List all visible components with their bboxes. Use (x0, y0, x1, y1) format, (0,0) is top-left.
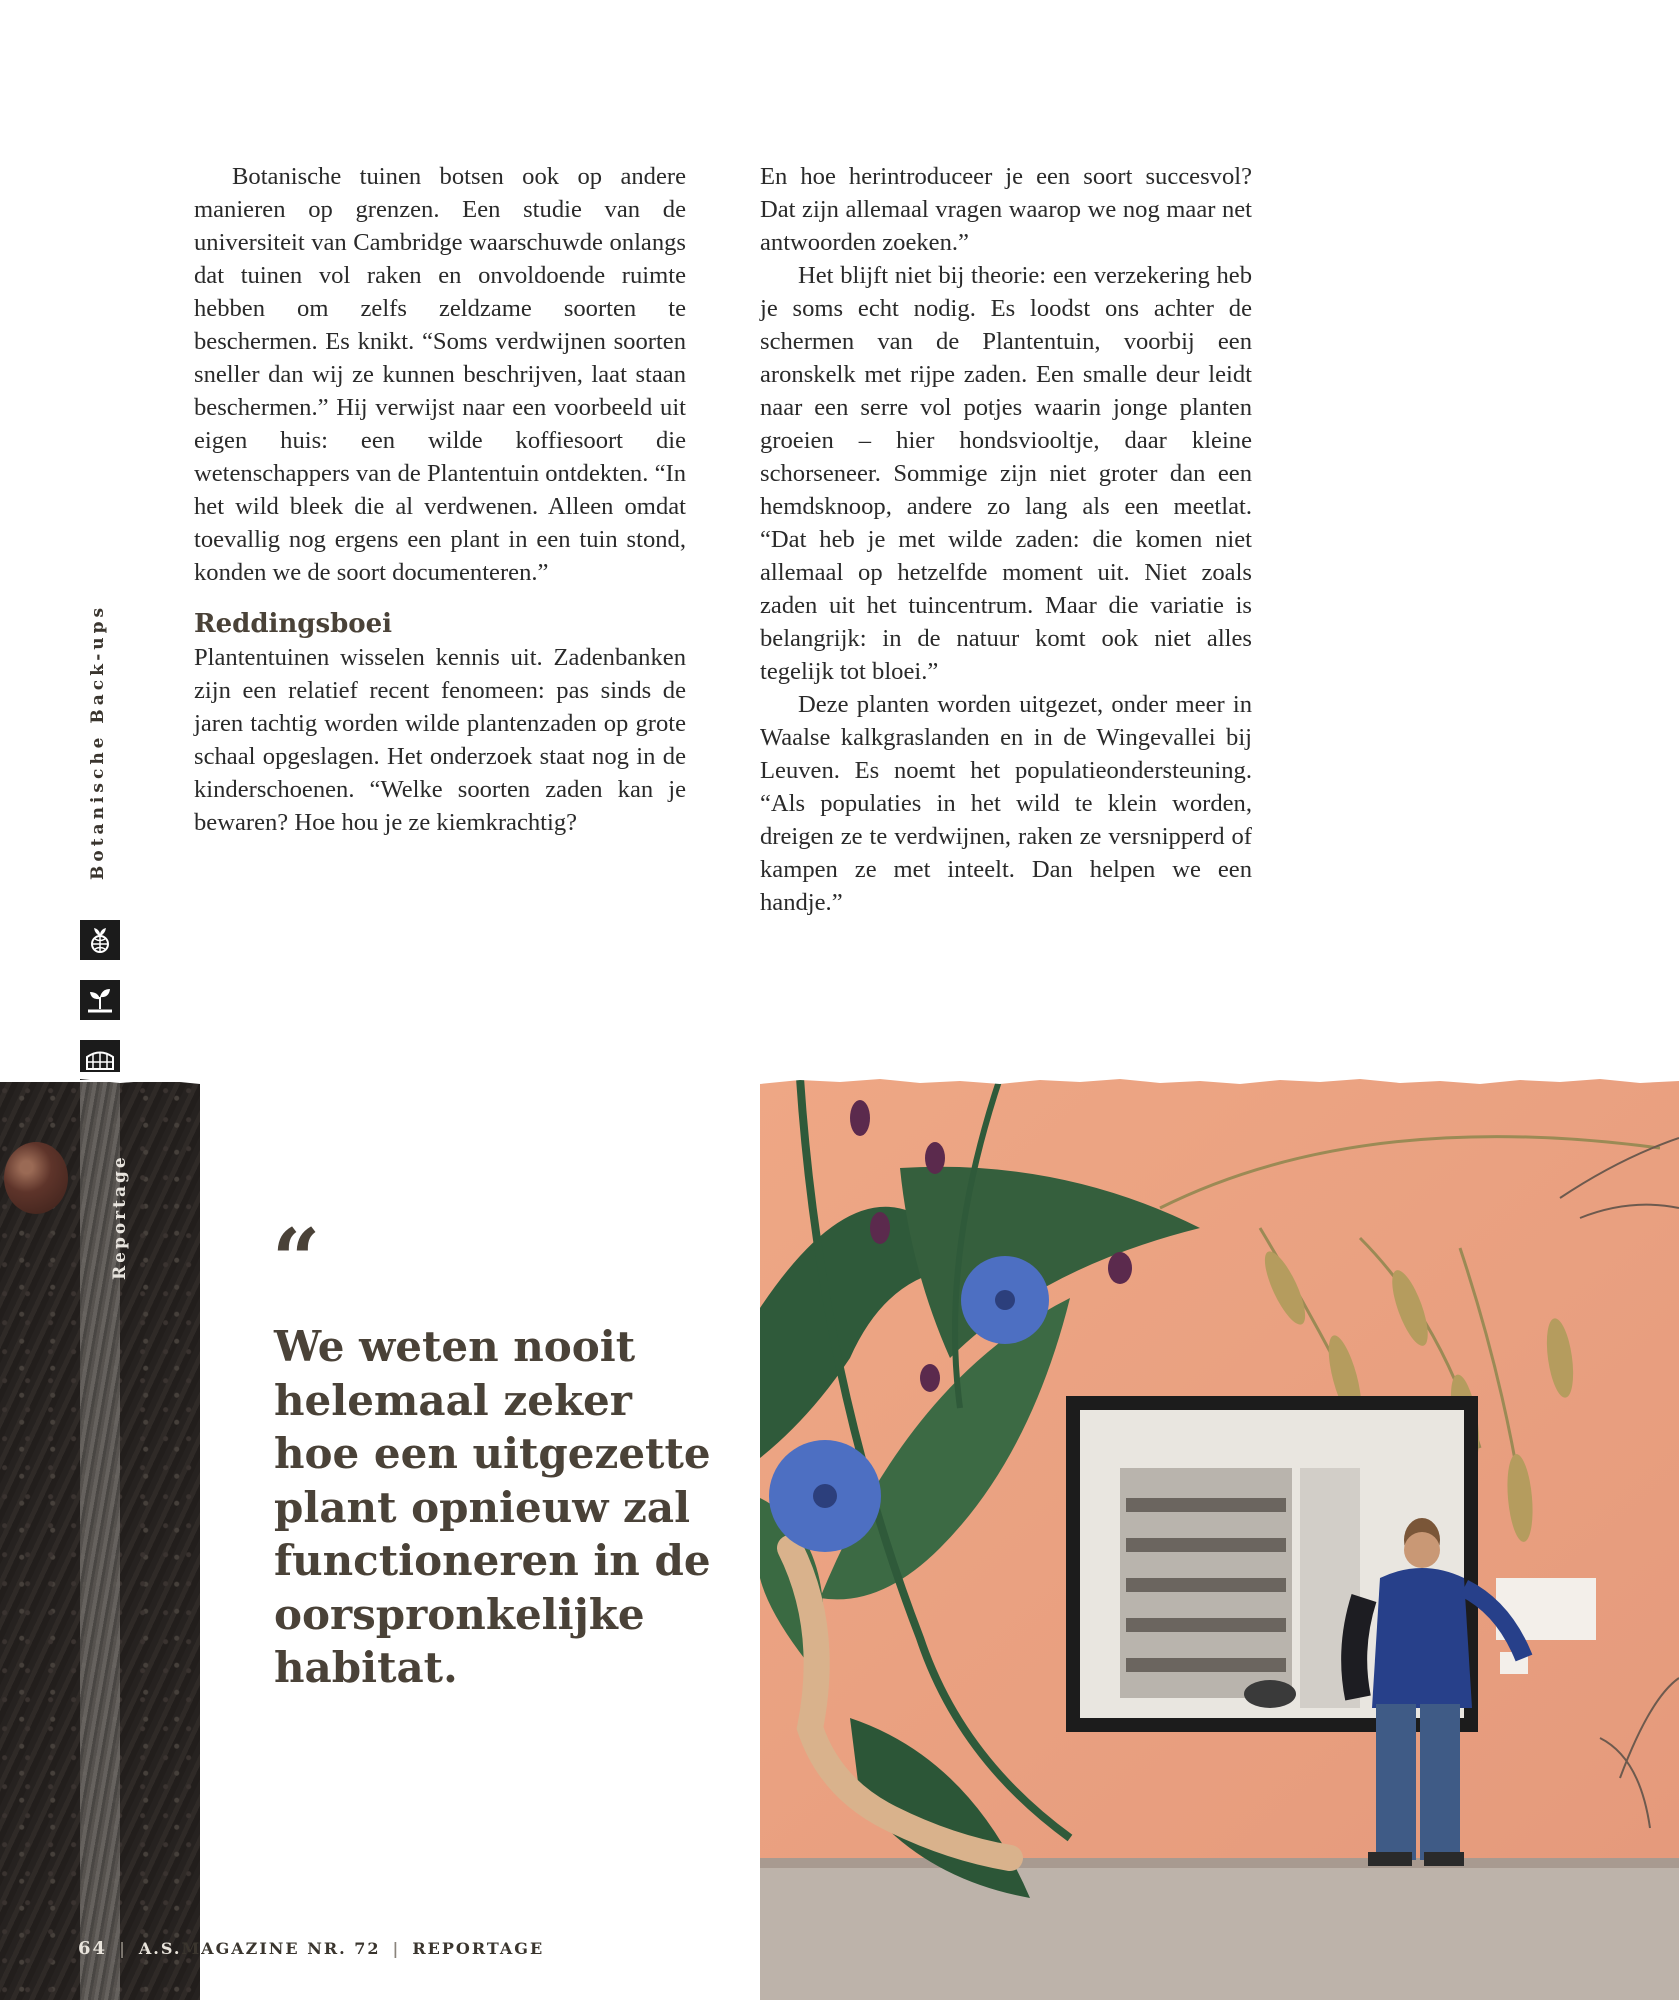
mural-photo (760, 1078, 1679, 2000)
paragraph: Het blijft niet bij theorie: een verzekering heb je soms echt nodig. Es loodst ons achter de schermen van de Plantentuin, voorbij een aronskelk met rijpe zaden. Een smalle deur leidt naar een serre vol potjes waarin jonge planten groeien – hier hondsviooltje, daar kleine schorseneer. Sommige zijn niet groter dan een hemdsknoop, andere zo lang als een meetlat. “Dat heb je met wilde zaden: die komen niet allemaal op hetzelfde moment uit. Niet zoals zaden uit het tuincentrum. Maar die variatie is belangrijk: in de natuur komt ook niet alles tegelijk tot bloei.” (760, 262, 1252, 685)
seed-image (4, 1142, 68, 1214)
globe-plant-icon (80, 920, 120, 960)
article-column-left (194, 160, 686, 839)
torn-paper-edge (0, 1072, 1679, 1092)
sprout-icon (80, 980, 120, 1020)
magazine-name: MAGAZINE NR. 72 (181, 1939, 381, 1958)
footer-section: REPORTAGE (412, 1939, 545, 1958)
paragraph: En hoe herintroduceer je een soort succesvol? Dat zijn allemaal vragen waarop we nog maar net antwoorden zoeken.” (760, 163, 1252, 256)
page-footer: 64 | A.S.MAGAZINE NR. 72 | REPORTAGE (78, 1938, 545, 1959)
paragraph: Plantentuinen wisselen kennis uit. Zadenbanken zijn een relatief recent fenomeen: pas sinds de jaren tachtig worden wilde plantenzaden op grote schaal opgeslagen. Het onderzoek staat nog in de kinderschoenen. “Welke soorten zaden kan je bewaren? Hoe hou je ze kiemkrachtig? (194, 644, 686, 836)
mural-illustration (760, 1078, 1679, 2000)
paragraph: Botanische tuinen botsen ook op andere manieren op grenzen. Een studie van de universiteit van Cambridge waarschuwde onlangs dat tuinen vol raken en onvoldoende ruimte hebben om zelfs zeldzame soorten te beschermen. Es knikt. “Soms verdwijnen soorten sneller dan wij ze kunnen beschrijven, laat staan beschermen.” Hij verwijst naar een voorbeeld uit eigen huis: een wilde koffiesoort die wetenschappers van de Plantentuin ontdekten. “In het wild bleek die al verdwenen. Alleen omdat toevallig nog ergens een plant in een tuin stond, konden we de soort documenteren.” (194, 163, 686, 586)
paragraph: Deze planten worden uitgezet, onder meer in Waalse kalkgraslanden en in de Wingevallei bij Leuven. Es noemt het populatieondersteuning. “Als populaties in het wild te klein worden, dreigen ze te verdwijnen, raken ze versnipperd of kampen ze met inteelt. Dan helpen we een handje.” (760, 691, 1252, 916)
magazine-prefix: A.S. (138, 1939, 182, 1958)
quote-mark-icon: “ (272, 1210, 321, 1309)
section-label: Reportage (110, 1154, 130, 1280)
page-number: 64 (78, 1938, 108, 1959)
subheading: Reddingsboei (194, 609, 393, 639)
article-column-right (760, 160, 1252, 919)
pull-quote: We weten nooit helemaal zeker hoe een uitgezette plant opnieuw zal functioneren in de oorspronkelijke habitat. (274, 1322, 711, 1692)
series-label: Botanische Back-ups (88, 603, 108, 880)
